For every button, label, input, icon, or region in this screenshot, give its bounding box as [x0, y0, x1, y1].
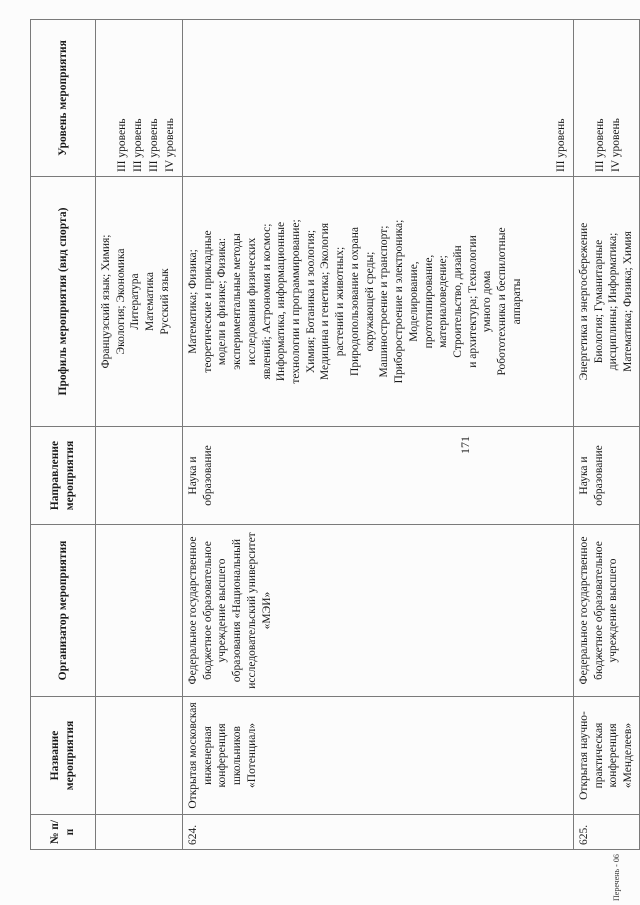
- table-row: [183, 20, 574, 850]
- level-line: IV уровень: [610, 118, 622, 172]
- profile-line: окружающей среды;: [363, 251, 376, 352]
- profile-line: Робототехника и беспилотные: [496, 227, 509, 376]
- cell-level: [574, 20, 640, 177]
- profile-line: явлений; Астрономия и космос;: [260, 223, 273, 380]
- profile-line: Математика; Физика; Химия: [622, 231, 635, 372]
- cell-name: Открытая московская инженерная конференция школьников «Потенциал»: [183, 697, 574, 815]
- profile-line: Строительство, дизайн: [451, 245, 464, 358]
- level-line: III уровень: [148, 118, 160, 172]
- cell-organizer: [96, 525, 183, 697]
- cell-profile: [96, 177, 183, 427]
- footer-note: Перечень - 06: [612, 854, 621, 901]
- header-num: № п/п: [31, 815, 96, 850]
- profile-line: Информатика, информационные: [275, 221, 288, 382]
- header-organizer: Организатор мероприятия: [31, 525, 96, 697]
- profile-line: Математика: [144, 272, 157, 331]
- profile-line: растений и животных;: [334, 246, 347, 357]
- profile-line: Русский язык: [158, 268, 171, 335]
- table-row: [574, 20, 640, 850]
- profile-line: Моделирование,: [407, 261, 420, 342]
- cell-profile: [574, 177, 640, 427]
- cell-num: 625.: [574, 815, 640, 850]
- profile-line: Природопользование и охрана: [348, 227, 361, 376]
- events-table: [30, 19, 640, 850]
- profile-line: технологии и программирование;: [290, 219, 303, 384]
- profile-line: Литература: [129, 273, 142, 330]
- cell-organizer: Федеральное государственное бюджетное образовательное учреждение высшего образования «Национальный исследовательский университет «МЭИ»: [183, 525, 574, 697]
- profile-line: умного дома: [481, 270, 494, 333]
- level-line: III уровень: [132, 118, 144, 172]
- cell-level: [183, 20, 574, 177]
- profile-line: исследования физических: [245, 237, 258, 366]
- profile-line: экспериментальные методы: [231, 233, 244, 370]
- table-row: [96, 20, 183, 850]
- page-number: 171: [458, 436, 472, 454]
- header-level: Уровень мероприятия: [31, 20, 96, 177]
- profile-line: материаловедение;: [437, 255, 450, 348]
- cell-num: 624.: [183, 815, 574, 850]
- cell-organizer: Федеральное государственное бюджетное образовательное учреждение высшего: [574, 525, 640, 697]
- table-header-row: [31, 20, 96, 850]
- profile-line: прототипирование,: [422, 254, 435, 349]
- profile-line: дисциплины; Информатика;: [607, 232, 620, 371]
- profile-line: Энергетика и энергосбережение: [578, 222, 590, 381]
- cell-direction: Наука и образование: [574, 427, 640, 525]
- header-direction: Направление мероприятия: [31, 427, 96, 525]
- level-line: III уровень: [116, 118, 128, 172]
- profile-line: Французский язык; Химия;: [100, 234, 112, 369]
- cell-num: [96, 815, 183, 850]
- profile-line: Биология; Гуманитарные: [592, 239, 605, 364]
- profile-line: Машиностроение и транспорт;: [378, 225, 391, 378]
- profile-line: и архитектура; Технологии: [466, 235, 479, 368]
- header-profile: Профиль мероприятия (вид спорта): [31, 177, 96, 427]
- profile-line: модели в физике; Физика:: [216, 237, 229, 366]
- header-name: Название мероприятия: [31, 697, 96, 815]
- level-line: IV уровень: [164, 118, 176, 172]
- cell-level: [96, 20, 183, 177]
- profile-line: теоретические и прикладные: [201, 230, 214, 373]
- profile-line: Математика; Физика;: [187, 249, 199, 354]
- level-line: III уровень: [555, 118, 567, 172]
- cell-name: Открытая научно-практическая конференция «Менделеев»: [574, 697, 640, 815]
- level-line: III уровень: [594, 118, 606, 172]
- cell-name: [96, 697, 183, 815]
- cell-profile: [183, 177, 574, 427]
- cell-direction: [96, 427, 183, 525]
- profile-line: Экология; Экономика: [114, 248, 127, 355]
- profile-line: Химия; Ботаника и зоология;: [304, 229, 317, 374]
- profile-line: Медицина и генетика; Экология: [319, 222, 332, 381]
- profile-line: Приборостроение и электроника;: [393, 219, 406, 384]
- cell-direction: Наука и образование: [183, 427, 574, 525]
- profile-line: аппараты: [510, 278, 523, 325]
